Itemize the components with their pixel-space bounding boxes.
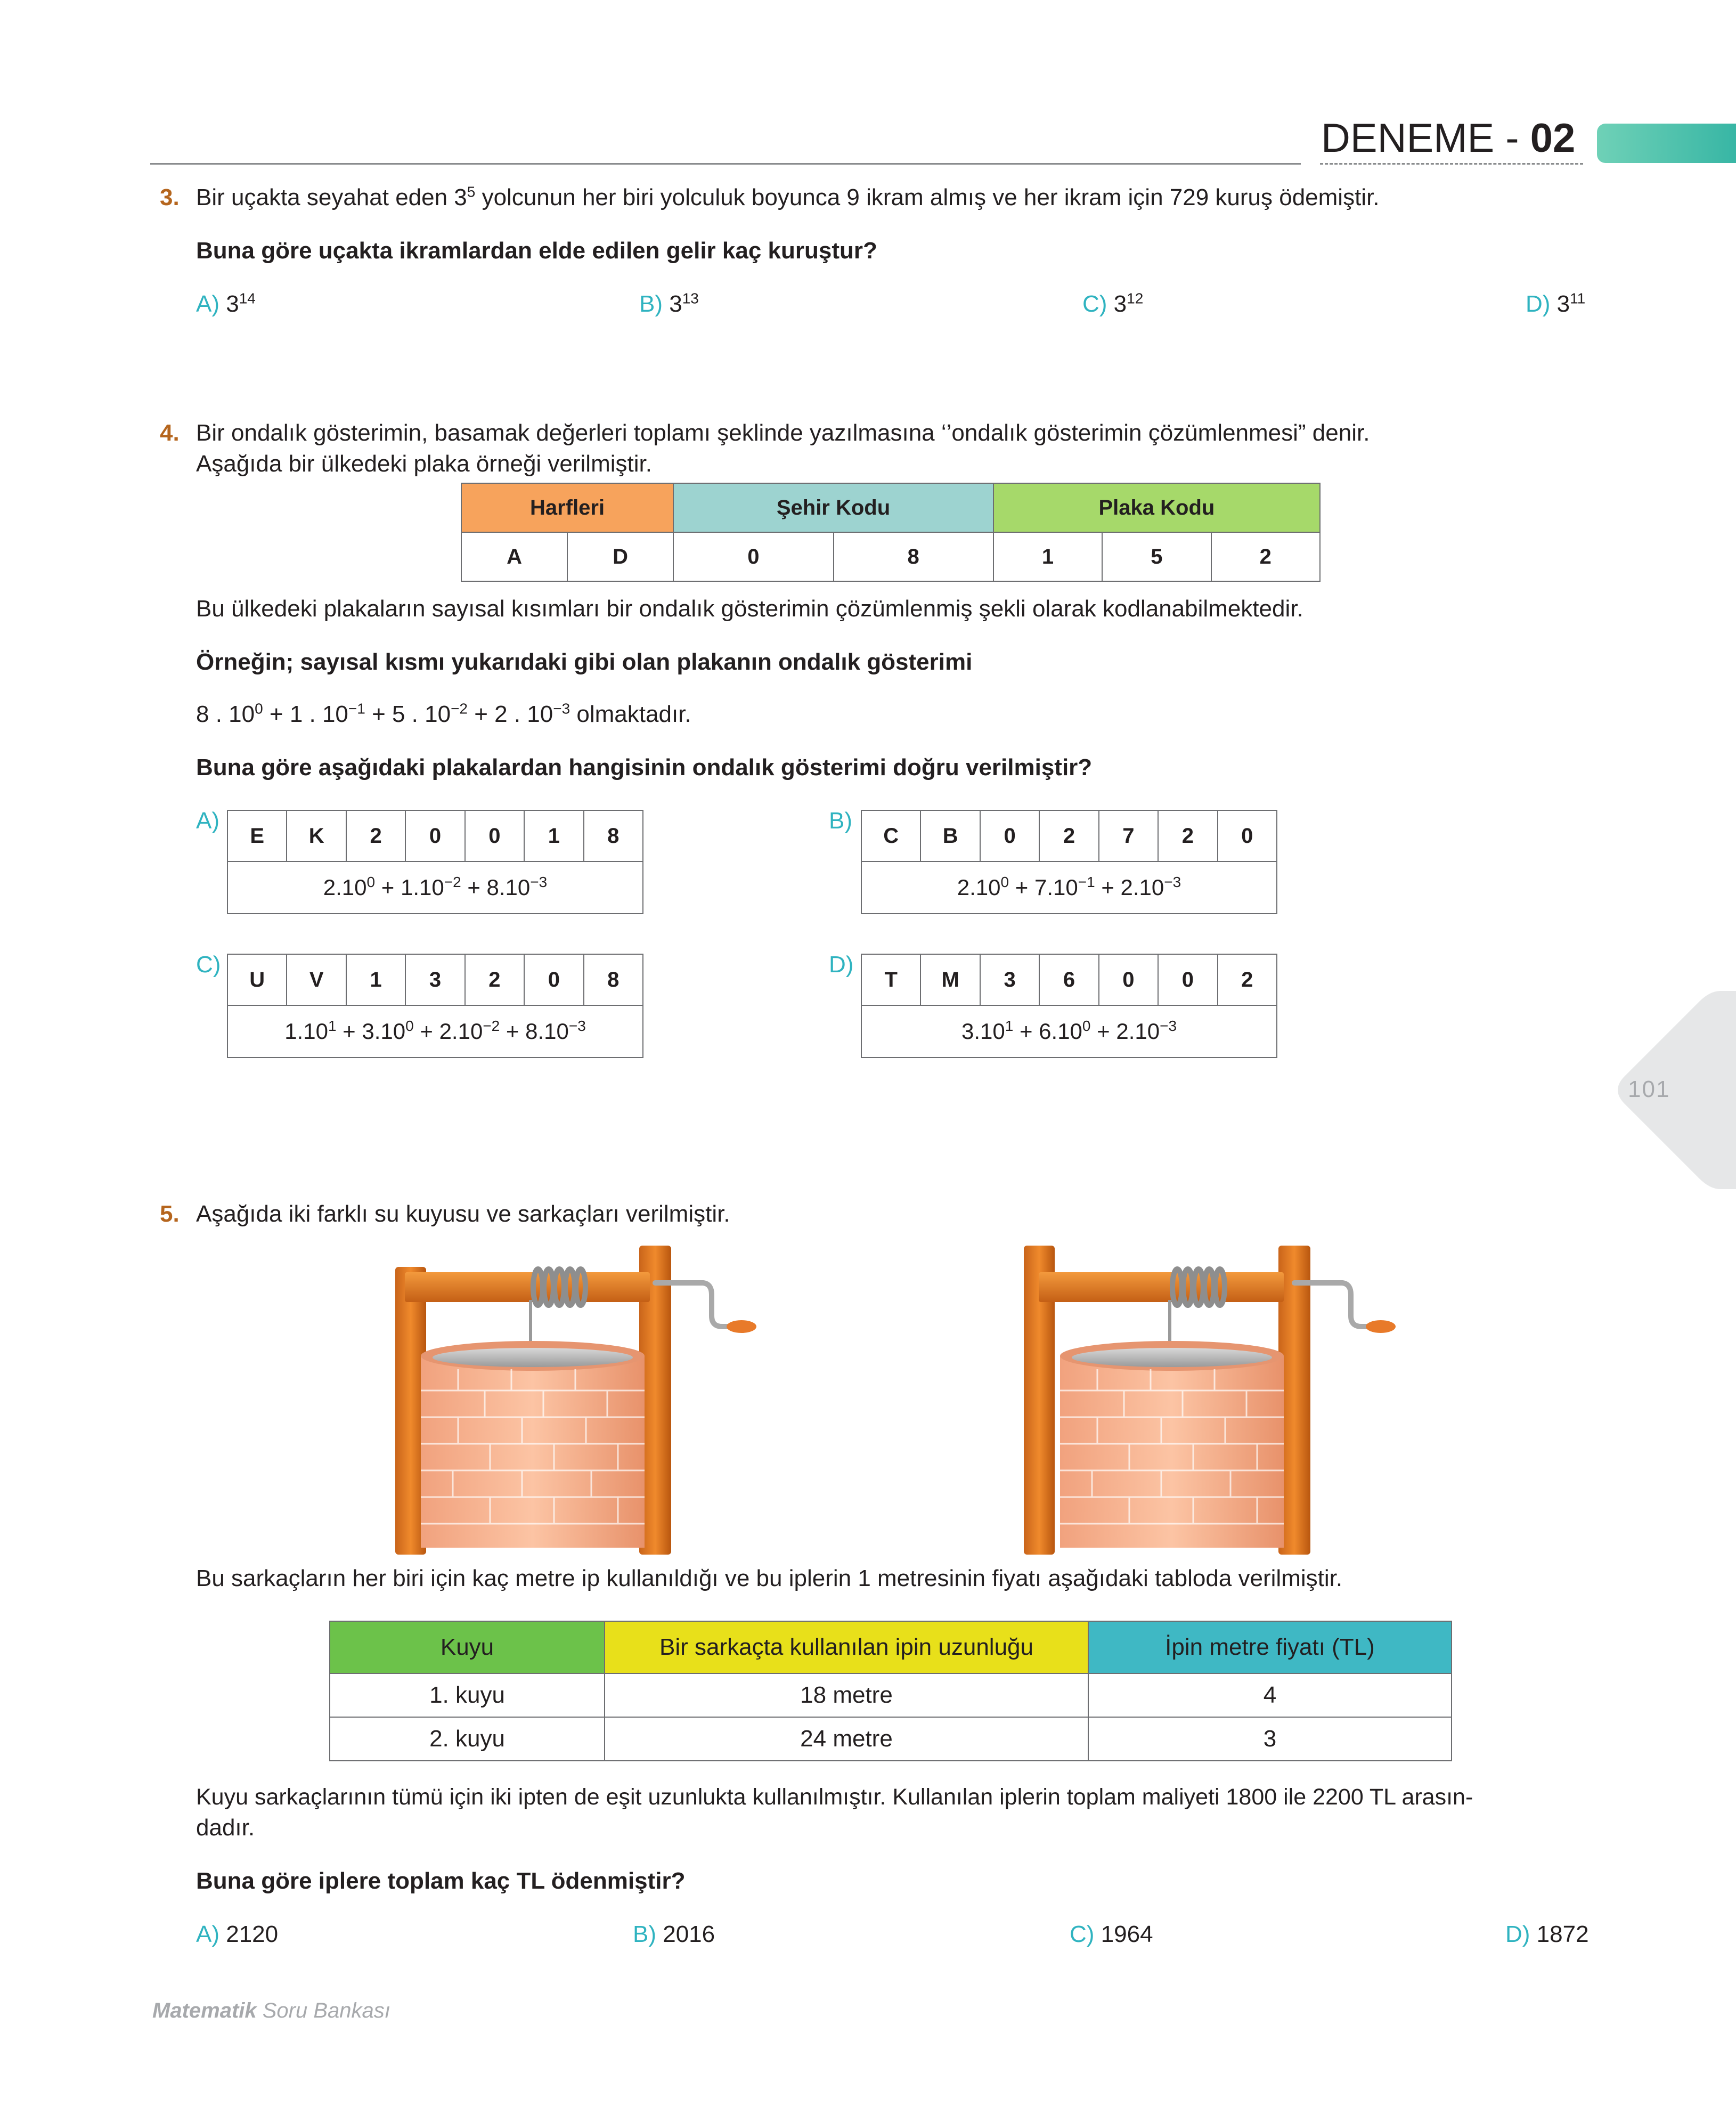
question-5-text-2b: dadır. (196, 1815, 255, 1841)
option-exponent: 13 (682, 290, 699, 307)
plate-cell: 7 (1099, 810, 1158, 861)
plate-cell: 0 (1158, 954, 1217, 1005)
page-number-tab (1609, 991, 1736, 1189)
well-1 (395, 1246, 756, 1555)
question-5-text-1: Bu sarkaçların her biri için kaç metre ip kullanıldığı ve bu iplerin 1 metresinin fiyatı aşağıdaki tabloda verilmiştir. (196, 1565, 1343, 1591)
decimal-expansion (861, 1005, 1277, 1058)
expr-exponent: 0 (405, 1018, 414, 1034)
expr-part: + 2.10 (1090, 1019, 1160, 1044)
well-2 (1024, 1246, 1396, 1555)
expr-part: + 1.10 (375, 875, 444, 900)
expr-exponent: 0 (366, 874, 376, 890)
formula-part: + 2 . 10 (468, 701, 553, 727)
question-4-prompt: Buna göre aşağıdaki plakalardan hangisinin ondalık gösterimi doğru verilmiştir? (196, 754, 1093, 780)
plate-cell: 2 (1211, 532, 1320, 581)
expr-part: + 2.10 (1095, 875, 1164, 900)
formula-exponent: −1 (348, 700, 365, 717)
expr-exponent: −1 (1078, 874, 1095, 890)
footer-book-title (152, 1999, 390, 2023)
expr-part: + 6.10 (1013, 1019, 1082, 1044)
header-title-number: 02 (1530, 116, 1576, 161)
option-label: C) (1082, 291, 1107, 317)
option-value: 3 (226, 291, 239, 317)
expr-exponent: −3 (568, 1018, 586, 1034)
expr-part: + 2.10 (413, 1019, 483, 1044)
table-header-well: Kuyu (330, 1621, 605, 1673)
question-5-intro: Aşağıda iki farklı su kuyusu ve sarkaçları verilmiştir. (196, 1201, 730, 1227)
question-4-text-1: Bu ülkedeki plakaların sayısal kısımları bir ondalık gösterimin çözümlenmiş şekli olarak kodlanabilmektedir. (196, 596, 1303, 622)
plate-header-city-code: Şehir Kodu (673, 483, 993, 532)
question-3-stem (196, 182, 1380, 213)
plate-cell: M (920, 954, 980, 1005)
expr-exponent: −3 (1164, 874, 1181, 890)
formula-exponent: −2 (451, 700, 468, 717)
option-label: A) (196, 291, 219, 317)
footer-series: Soru Bankası (256, 1999, 390, 2022)
header-rule (150, 163, 1301, 165)
q3-option-a[interactable] (196, 289, 256, 320)
plate-example-table (461, 483, 1321, 582)
expr-part: + 3.10 (336, 1019, 406, 1044)
formula-part: + 1 . 10 (263, 701, 348, 727)
decimal-expansion (861, 861, 1277, 914)
q4-option-a[interactable] (227, 810, 643, 914)
stem-text: yolcunun her biri yolculuk boyunca 9 ikram almış ve her ikram için 729 kuruş ödemiştir. (475, 184, 1380, 210)
expr-part: + 8.10 (500, 1019, 569, 1044)
expr-exponent: 1 (1005, 1018, 1014, 1034)
table-header-length: Bir sarkaçta kullanılan ipin uzunluğu (605, 1621, 1088, 1673)
plate-cell: 0 (1218, 810, 1277, 861)
option-label: D) (1526, 291, 1551, 317)
decimal-expansion (227, 1005, 643, 1058)
header-dashed-rule (1320, 163, 1583, 165)
expr-exponent: 0 (1000, 874, 1009, 890)
table-cell: 1. kuyu (330, 1673, 605, 1717)
option-value: 2120 (226, 1921, 279, 1947)
option-value: 3 (1113, 291, 1127, 317)
q5-option-c[interactable] (1070, 1919, 1153, 1950)
plate-cell: 8 (584, 810, 643, 861)
plate-cell: E (227, 810, 287, 861)
question-5-prompt: Buna göre iplere toplam kaç TL ödenmiştir? (196, 1868, 686, 1894)
table-row (330, 1717, 1452, 1761)
stem-exponent: 5 (467, 183, 476, 200)
plate-cell: 6 (1039, 954, 1098, 1005)
plate-cell: 2 (1039, 810, 1098, 861)
plate-cell: 5 (1102, 532, 1211, 581)
table-cell: 4 (1088, 1673, 1452, 1717)
plate-cell: D (567, 532, 673, 581)
question-5-text-2a: Kuyu sarkaçlarının tümü için iki ipten de eşit uzunlukta kullanılmıştır. Kullanılan iplerin toplam maliyeti 1800 ile 2200 TL arasın- (196, 1784, 1473, 1810)
plate-cell: 0 (465, 810, 524, 861)
expr-exponent: −2 (444, 874, 461, 890)
option-exponent: 14 (239, 290, 256, 307)
plate-header-letters: Harfleri (461, 483, 673, 532)
option-label: C) (196, 952, 221, 978)
option-label: C) (1070, 1921, 1095, 1947)
plate-cell: 0 (980, 810, 1039, 861)
formula-part: + 5 . 10 (365, 701, 451, 727)
formula-exponent: 0 (255, 700, 263, 717)
option-exponent: 12 (1127, 290, 1144, 307)
table-cell: 18 metre (605, 1673, 1088, 1717)
table-cell: 2. kuyu (330, 1717, 605, 1761)
q3-option-d[interactable] (1526, 289, 1585, 320)
expr-part: 1.10 (284, 1019, 328, 1044)
plate-cell: 1 (346, 954, 405, 1005)
question-number: 3. (160, 184, 180, 210)
option-value: 1872 (1536, 1921, 1589, 1947)
table-row (330, 1673, 1452, 1717)
decimal-expansion (227, 861, 643, 914)
plate-cell: 2 (1158, 810, 1217, 861)
plate-cell: T (861, 954, 920, 1005)
plate-cell: 2 (1218, 954, 1277, 1005)
plate-cell: 1 (524, 810, 583, 861)
option-value: 3 (669, 291, 682, 317)
q5-option-d[interactable] (1505, 1919, 1589, 1950)
option-label: B) (829, 808, 852, 834)
expr-exponent: 1 (328, 1018, 337, 1034)
option-label: D) (1505, 1921, 1530, 1947)
expr-part: + 8.10 (461, 875, 531, 900)
plate-cell: 2 (465, 954, 524, 1005)
expr-part: 3.10 (961, 1019, 1005, 1044)
option-value: 1964 (1101, 1921, 1153, 1947)
q4-option-d[interactable] (861, 954, 1277, 1058)
plate-cell: 3 (405, 954, 464, 1005)
header-title (1321, 112, 1575, 165)
option-label: A) (196, 1921, 219, 1947)
table-cell: 24 metre (605, 1717, 1088, 1761)
question-3-prompt: Buna göre uçakta ikramlardan elde edilen gelir kaç kuruştur? (196, 238, 877, 264)
plate-header-plate-code: Plaka Kodu (993, 483, 1320, 532)
formula-part: 8 . 10 (196, 701, 255, 727)
expr-part: + 7.10 (1009, 875, 1078, 900)
question-4-intro-1: Bir ondalık gösterimin, basamak değerleri toplamı şeklinde yazılmasına ‘’ondalık gösterimin çözümlenmesi” denir. (196, 420, 1370, 446)
q5-option-b[interactable] (633, 1919, 715, 1950)
q4-option-b[interactable] (861, 810, 1277, 914)
plate-cell: B (920, 810, 980, 861)
q3-option-c[interactable] (1082, 289, 1143, 320)
plate-cell: 0 (673, 532, 833, 581)
question-4-text-2: Örneğin; sayısal kısmı yukarıdaki gibi olan plakanın ondalık gösterimi (196, 649, 973, 675)
plate-cell: 3 (980, 954, 1039, 1005)
formula-exponent: −3 (553, 700, 570, 717)
option-exponent: 11 (1570, 290, 1586, 307)
question-4-formula (196, 699, 691, 730)
plate-cell: K (287, 810, 346, 861)
q4-option-c[interactable] (227, 954, 643, 1058)
page-number: 101 (1628, 1076, 1670, 1102)
question-number: 5. (160, 1201, 180, 1227)
wells-illustration (0, 1225, 1736, 1566)
header-title-prefix: DENEME - (1321, 116, 1530, 161)
expr-exponent: 0 (1082, 1018, 1091, 1034)
option-value: 3 (1556, 291, 1570, 317)
plate-cell: C (861, 810, 920, 861)
formula-part: olmaktadır. (570, 701, 691, 727)
option-label: B) (639, 291, 663, 317)
footer-subject: Matematik (152, 1999, 257, 2022)
option-label: A) (196, 808, 219, 834)
plate-cell: 8 (584, 954, 643, 1005)
plate-cell: 8 (834, 532, 993, 581)
stem-text: Bir uçakta seyahat eden 3 (196, 184, 467, 210)
plate-cell: 0 (405, 810, 464, 861)
option-value: 2016 (663, 1921, 715, 1947)
q3-option-b[interactable] (639, 289, 699, 320)
plate-cell: V (287, 954, 346, 1005)
plate-cell: U (227, 954, 287, 1005)
plate-cell: 0 (524, 954, 583, 1005)
expr-part: 2.10 (323, 875, 367, 900)
option-label: B) (633, 1921, 656, 1947)
table-cell: 3 (1088, 1717, 1452, 1761)
plate-cell: 2 (346, 810, 405, 861)
expr-exponent: −3 (1160, 1018, 1177, 1034)
plate-cell: A (461, 532, 567, 581)
header-accent-bar (1597, 124, 1736, 163)
question-number: 4. (160, 420, 180, 446)
table-header-price: İpin metre fiyatı (TL) (1088, 1621, 1452, 1673)
expr-exponent: −3 (530, 874, 548, 890)
option-label: D) (829, 952, 854, 978)
rope-price-table (329, 1621, 1452, 1761)
expr-exponent: −2 (483, 1018, 500, 1034)
q5-option-a[interactable] (196, 1919, 278, 1950)
plate-cell: 1 (993, 532, 1102, 581)
question-4-intro-2: Aşağıda bir ülkedeki plaka örneği verilmiştir. (196, 451, 652, 477)
plate-cell: 0 (1099, 954, 1158, 1005)
expr-part: 2.10 (957, 875, 1001, 900)
